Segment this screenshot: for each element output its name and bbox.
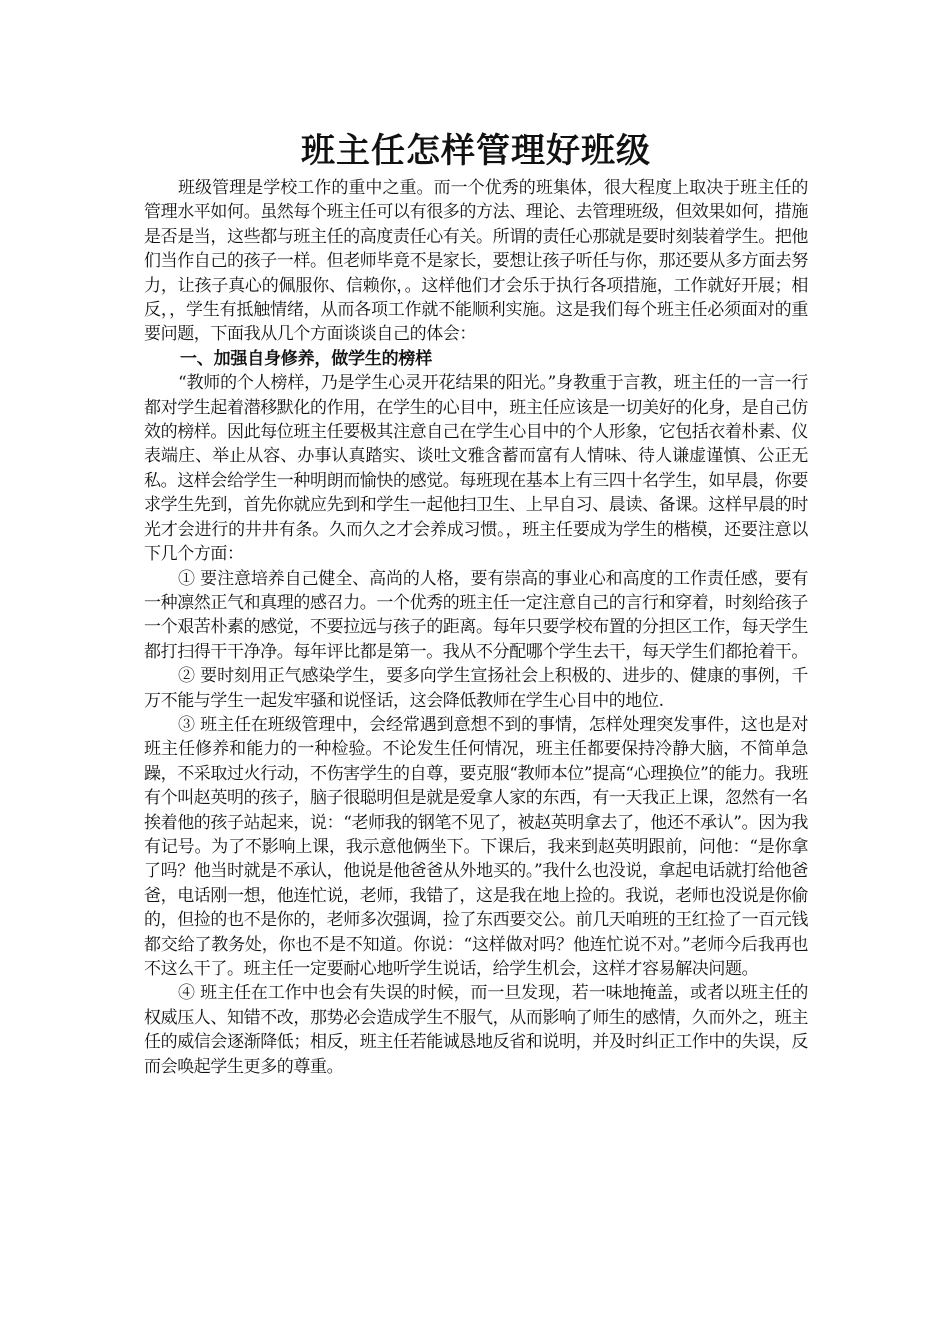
section-heading: 一、加强自身修养，做学生的榜样 — [180, 348, 432, 369]
list-item-2: ② 要时刻用正气感染学生，要多向学生宣扬社会上积极的、进步的、健康的事例，千万不能与学生一起发牢骚和说怪话，这会降低教师在学生心目中的地位. — [144, 666, 808, 711]
list-item-3: ③ 班主任在班级管理中，会经常遇到意想不到的事情，怎样处理突发事件，这也是对班主任修养和能力的一种检验。不论发生任何情况，班主任都要保持冷静大脑，不简单急躁，不采取过火行动，不伤害学生的自尊，要克服“教师本位”提高“心理换位”的能力。我班有个叫赵英明的孩子，脑子很聪明但是就是爱拿人家的东西，有一天我正上课，忽然有一名挨着他的孩子站起来，说：“老师我的钢笔不见了，被赵英明拿去了，他还不承认”。因为我有记号。为了不影响上课，我示意他俩坐下。下课后，我来到赵英明跟前，问他：“是你拿了吗？他当时就是不承认，他说是他爸爸从外地买的。”我什么也没说，拿起电话就打给他爸爸，电话刚一想，他连忙说，老师，我错了，这是我在地上捡的。我说，老师也没说是你偷的，但捡的也不是你的，老师多次强调，捡了东西要交公。前几天咱班的王红捡了一百元钱都交给了教务处，你也不是不知道。你说：“这样做对吗？他连忙说不对。”老师今后我再也不这么干了。班主任一定要耐心地听学生说话，给学生机会，这样才容易解决问题。 — [144, 714, 808, 979]
list-item-1: ① 要注意培养自己健全、高尚的人格，要有崇高的事业心和高度的工作责任感，要有一种凛然正气和真理的感召力。一个优秀的班主任一定注意自己的言行和穿着，时刻给孩子一个艰苦朴素的感觉，不要拉远与孩子的距离。每年只要学校布置的分担区工作，每天学生都打扫得干干净净。每年评比都是第一。我从不分配哪个学生去干，每天学生们都抢着干。 — [144, 568, 808, 662]
section-paragraph: “教师的个人榜样，乃是学生心灵开花结果的阳光。”身教重于言教，班主任的一言一行都对学生起着潜移默化的作用，在学生的心目中，班主任应该是一切美好的化身，是自己仿效的榜样。因此每位班主任要极其注意自己在学生心目中的个人形象，它包括衣着朴素、仪表端庄、举止从容、办事认真踏实、谈吐文雅含蓄而富有人情味、待人谦虚谨慎、公正无私。这样会给学生一种明朗而愉快的感觉。每班现在基本上有三四十名学生，如早晨，你要求学生先到，首先你就应先到和学生一起他扫卫生、上早自习、晨读、备课。这样早晨的时光才会进行的井井有条。久而久之才会养成习惯。，班主任要成为学生的楷模，还要注意以下几个方面： — [144, 373, 808, 565]
document-page — [144, 128, 808, 1079]
intro-paragraph: 班级管理是学校工作的重中之重。而一个优秀的班集体，很大程度上取决于班主任的管理水平如何。虽然每个班主任可以有很多的方法、理论、去管理班级，但效果如何，措施是否是当，这些都与班主任的高度责任心有关。所谓的责任心那就是要时刻装着学生。把他们当作自己的孩子一样。但老师毕竟不是家长，要想让孩子听任与你，那还要从多方面去努力，让孩子真心的佩服你、信赖你，。这样他们才会乐于执行各项措施，工作就好开展；相反，，学生有抵触情绪，从而各项工作就不能顺利实施。这是我们每个班主任必须面对的重要问题，下面我从几个方面谈谈自己的体会： — [144, 178, 808, 345]
document-title: 班主任怎样管理好班级 — [301, 131, 651, 171]
list-item-4: ④ 班主任在工作中也会有失误的时候，而一旦发现，若一味地掩盖，或者以班主任的权威压人、知错不改，那势必会造成学生不服气，从而影响了师生的感情，久而外之，班主任的威信会逐渐降低；相反，班主任若能诚恳地反省和说明，并及时纠正工作中的失误，反而会唤起学生更多的尊重。 — [144, 983, 808, 1077]
